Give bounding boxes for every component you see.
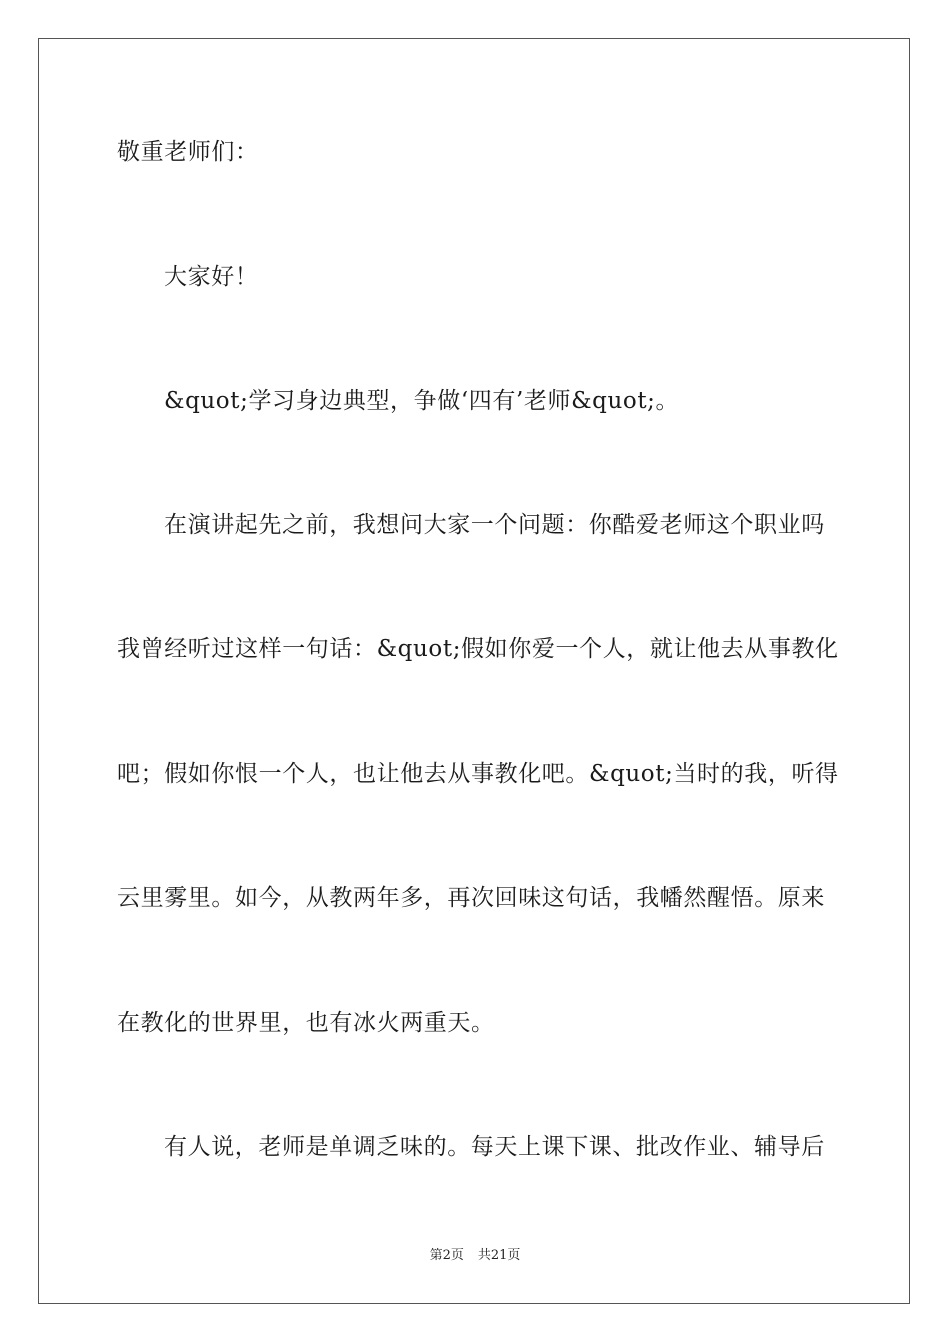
body-line: 在教化的世界里，也有冰火两重天。	[117, 1010, 495, 1036]
greeting-line: 大家好！	[164, 264, 259, 290]
body-line: 我曾经听过这样一句话：&quot;假如你爱一个人，就让他去从事教化	[117, 636, 839, 662]
speech-title-line: &quot;学习身边典型，争做‘四有’老师&quot;。	[164, 388, 680, 414]
page-footer	[0, 1247, 950, 1265]
page-total: 共21页	[477, 1248, 521, 1263]
body-line: 有人说，老师是单调乏味的。每天上课下课、批改作业、辅导后	[164, 1134, 825, 1160]
body-line: 在演讲起先之前，我想问大家一个问题：你酷爱老师这个职业吗	[164, 512, 825, 538]
page-number: 第2页	[429, 1248, 464, 1263]
body-line: 吧；假如你恨一个人，也让他去从事教化吧。&quot;当时的我，听得	[117, 761, 839, 787]
page-border	[38, 38, 910, 1304]
salutation-line: 敬重老师们：	[117, 139, 259, 165]
body-line: 云里雾里。如今，从教两年多，再次回味这句话，我幡然醒悟。原来	[117, 885, 825, 911]
